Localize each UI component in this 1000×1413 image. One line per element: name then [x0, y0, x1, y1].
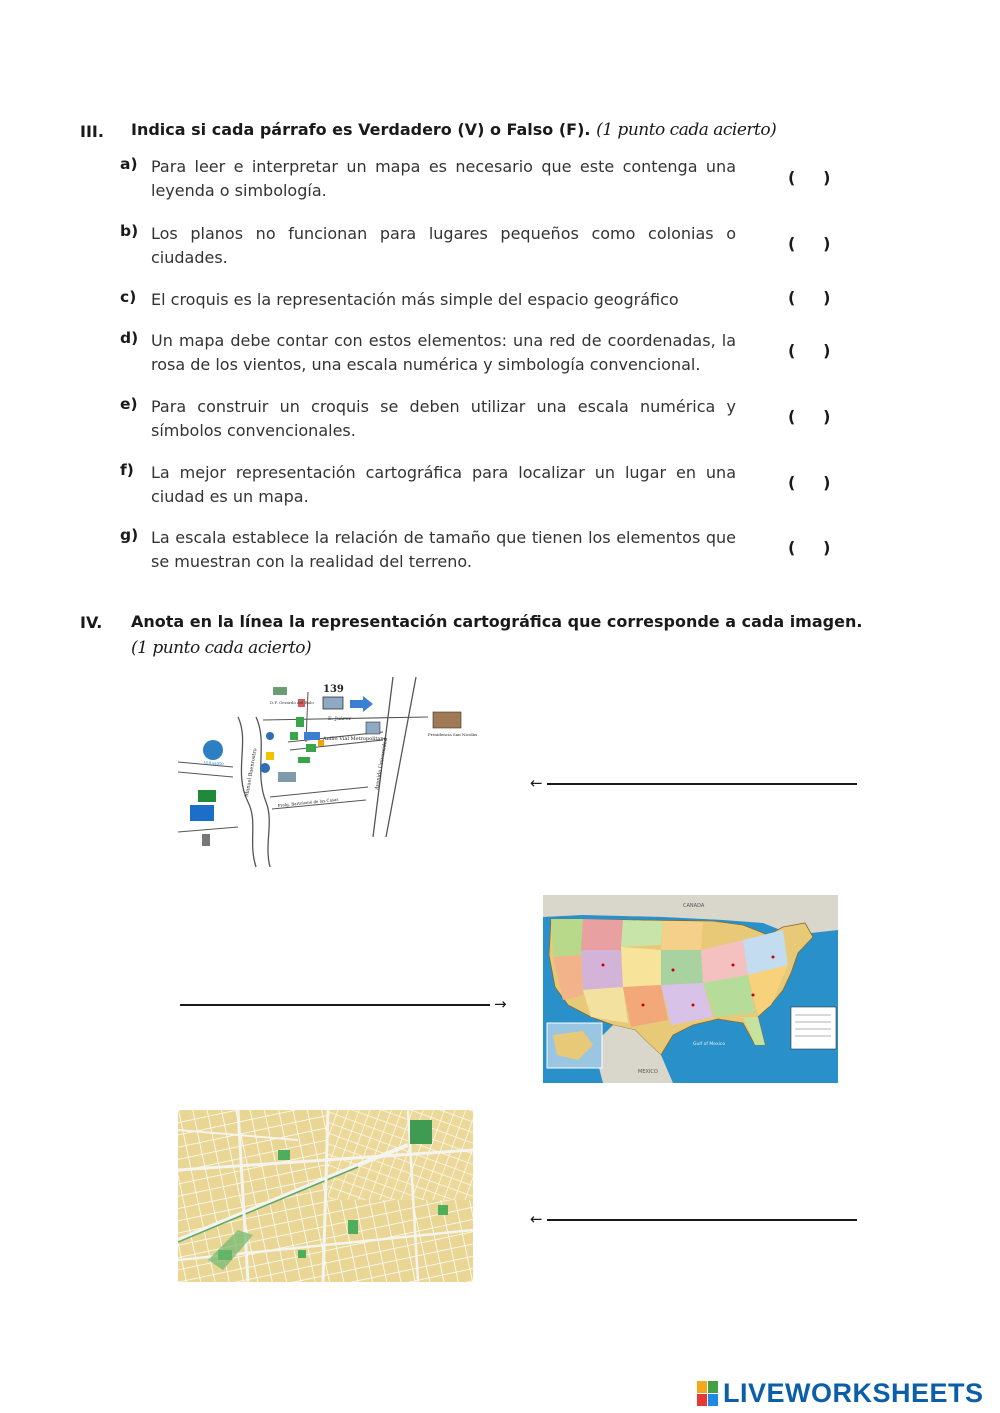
section-4-title: Anota en la línea la representación cartográfica que corresponde a cada imagen. [131, 612, 863, 631]
answer-parentheses-a[interactable]: ( ) [788, 168, 831, 187]
answer-line-3 [530, 1210, 861, 1228]
answer-line-1 [530, 774, 861, 792]
section-4-points: (1 punto cada acierto) [131, 638, 312, 658]
item-letter: e) [120, 395, 138, 413]
answer-input-3[interactable] [547, 1219, 857, 1221]
sketch-label-avenida: Avenida Universidad [374, 737, 390, 791]
usa-label-gulf: Gulf of Mexico [693, 1042, 726, 1047]
usa-map-drawing [543, 895, 838, 1083]
item-text: Un mapa debe contar con estos elementos: una red de coordenadas, la rosa de los vientos, una escala numérica y simbología convencional. [151, 331, 736, 374]
sketch-map-drawing [178, 672, 478, 867]
usa-map-image [543, 895, 838, 1083]
item-text: La escala establece la relación de tamaño que tienen los elementos que se muestran con la realidad del terreno. [151, 528, 736, 571]
section-3-title-text: Indica si cada párrafo es Verdadero (V) o Falso (F). [131, 120, 591, 139]
sketch-label-anillo: Anillo Vial Metropolitano [323, 736, 387, 742]
answer-parentheses-b[interactable]: ( ) [788, 234, 831, 253]
item-text: Los planos no funcionan para lugares pequeños como colonias o ciudades. [151, 224, 736, 267]
arrow-right-icon: → [494, 995, 507, 1013]
answer-parentheses-f[interactable]: ( ) [788, 473, 831, 492]
item-letter: c) [120, 288, 137, 306]
item-text: El croquis es la representación más simple del espacio geográfico [151, 290, 679, 309]
item-letter: a) [120, 155, 138, 173]
item-letter: g) [120, 526, 139, 544]
answer-line-2 [176, 995, 507, 1013]
item-letter: b) [120, 222, 139, 240]
sketch-label-prolongacion: Prolg. Bartolomé de las Casas [277, 796, 339, 808]
sketch-label-villasoto: Villasoto [204, 762, 224, 767]
sketch-label-139: 139 [323, 684, 344, 695]
arrow-left-icon: ← [530, 774, 543, 792]
city-plan-image [178, 1110, 473, 1282]
liveworksheets-blocks-icon [697, 1381, 719, 1407]
usa-label-mexico: MEXICO [638, 1069, 658, 1075]
answer-parentheses-g[interactable]: ( ) [788, 538, 831, 557]
sketch-label-manuel: Manuel Buenrostro [244, 747, 259, 798]
sketch-map-image [178, 672, 478, 867]
answer-parentheses-d[interactable]: ( ) [788, 341, 831, 360]
arrow-left-icon: ← [530, 1210, 543, 1228]
answer-input-1[interactable] [547, 783, 857, 785]
section-3-points: (1 punto cada acierto) [596, 120, 777, 140]
item-letter: f) [120, 461, 134, 479]
answer-parentheses-c[interactable]: ( ) [788, 288, 831, 307]
item-text: La mejor representación cartográfica para localizar un lugar en una ciudad es un mapa. [151, 463, 736, 506]
section-4-number: IV. [80, 613, 103, 632]
answer-input-2[interactable] [180, 1004, 490, 1006]
liveworksheets-logo [697, 1378, 984, 1409]
usa-label-canada: CANADA [683, 903, 705, 909]
section-3-number: III. [80, 122, 104, 141]
answer-parentheses-e[interactable]: ( ) [788, 407, 831, 426]
item-text: Para construir un croquis se deben utilizar una escala numérica y símbolos convencionales. [151, 397, 736, 440]
sketch-label-df: D.F. Gerardo del Rulo [270, 700, 314, 705]
liveworksheets-wordmark: LIVEWORKSHEETS [723, 1378, 984, 1408]
sketch-label-juarez: E. Juárez [328, 716, 352, 722]
item-letter: d) [120, 329, 139, 347]
sketch-label-presidencia: Presidencia San Nicolás [428, 732, 478, 737]
item-text: Para leer e interpretar un mapa es necesario que este contenga una leyenda o simbología. [151, 157, 736, 200]
section-3-title [131, 120, 776, 140]
city-plan-drawing [178, 1110, 473, 1282]
